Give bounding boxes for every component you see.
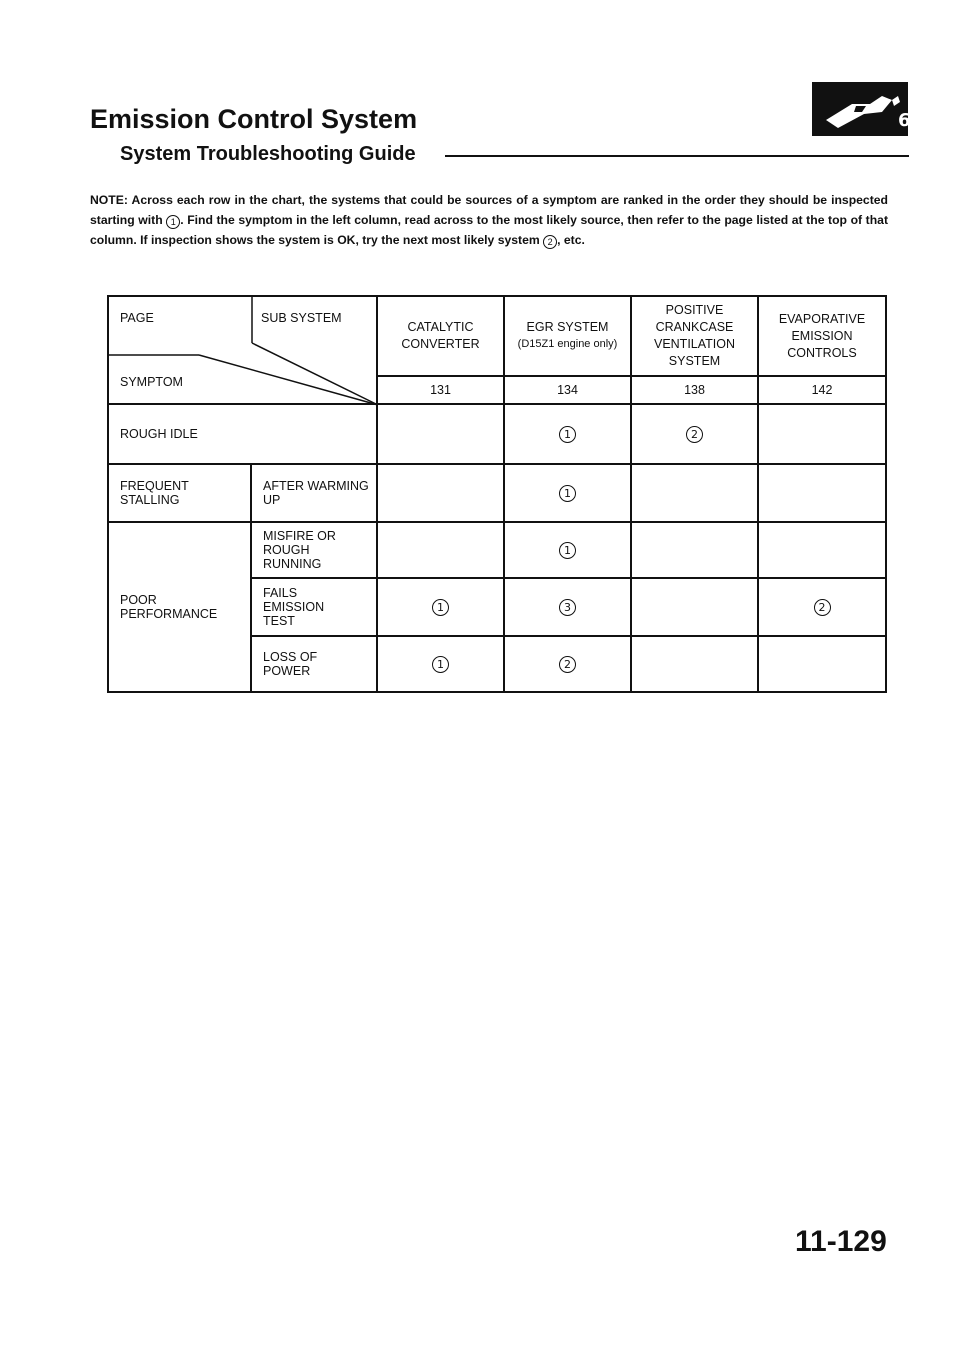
rank-mark: 1 [559, 542, 576, 559]
rank-cell [758, 522, 886, 578]
rank-cell [504, 464, 631, 522]
table-row [108, 404, 886, 464]
rank-mark: 1 [559, 426, 576, 443]
note-text-2: . Find the symptom in the left column, read across to the most likely source, then refer to the page listed at the top of that column. If inspection shows the system is OK, try the next most likely system [90, 213, 888, 247]
note-paragraph [90, 190, 888, 250]
rank-mark: 2 [686, 426, 703, 443]
page-ref-pcv-system: 138 [631, 376, 758, 404]
sub-symptom-cell: AFTER WARMING UP [251, 464, 377, 522]
symptom-cell: POOR PERFORMANCE [108, 522, 251, 692]
rank-cell [631, 404, 758, 464]
rank-mark-1: 1 [166, 215, 180, 229]
page-number: 11-129 [795, 1225, 887, 1258]
troubleshooting-table [107, 295, 887, 693]
note-text-1: NOTE: Across each row in the chart, the systems that could be sources of a symptom are ranked in the order they should be inspected starting with [90, 193, 888, 227]
column-header-egr-system: EGR SYSTEM (D15Z1 engine only) [504, 296, 631, 376]
symptom-label: SYMPTOM [120, 375, 183, 389]
rank-cell [631, 578, 758, 636]
rank-mark: 2 [559, 656, 576, 673]
rank-cell [504, 578, 631, 636]
rank-cell [631, 464, 758, 522]
sub-symptom-cell: LOSS OF POWER [251, 636, 377, 692]
table-row [108, 522, 886, 578]
rank-cell [631, 636, 758, 692]
rank-cell [377, 636, 504, 692]
rank-cell [631, 522, 758, 578]
rank-cell [377, 464, 504, 522]
page-ref-evaporative-emission: 142 [758, 376, 886, 404]
rank-mark-2: 2 [543, 235, 557, 249]
rank-cell [504, 522, 631, 578]
symptom-cell: FREQUENT STALLING [108, 464, 251, 522]
sub-symptom-cell: FAILS EMISSION TEST [251, 578, 377, 636]
rank-mark: 1 [432, 599, 449, 616]
rank-cell [758, 636, 886, 692]
rank-cell [758, 578, 886, 636]
table-row [108, 464, 886, 522]
page-title: Emission Control System [90, 104, 418, 134]
sub-system-label: SUB SYSTEM [261, 311, 342, 325]
subtitle-rule [445, 155, 909, 157]
rank-cell [504, 636, 631, 692]
page-subtitle: System Troubleshooting Guide [120, 143, 416, 165]
column-header-pcv-system: POSITIVE CRANKCASE VENTILATION SYSTEM [631, 296, 758, 376]
rank-cell [758, 404, 886, 464]
header-corner-cell [108, 296, 377, 404]
column-header-catalytic-converter: CATALYTIC CONVERTER [377, 296, 504, 376]
note-text-3: , etc. [557, 233, 585, 247]
rank-mark: 1 [432, 656, 449, 673]
rank-mark: 1 [559, 485, 576, 502]
rank-cell [758, 464, 886, 522]
sub-symptom-cell: MISFIRE OR ROUGH RUNNING [251, 522, 377, 578]
page-ref-catalytic-converter: 131 [377, 376, 504, 404]
rank-mark: 3 [559, 599, 576, 616]
page-ref-egr-system: 134 [504, 376, 631, 404]
svg-text:6: 6 [898, 110, 911, 131]
rank-cell [504, 404, 631, 464]
rank-cell [377, 404, 504, 464]
column-header-evaporative-emission: EVAPORATIVE EMISSION CONTROLS [758, 296, 886, 376]
page-label: PAGE [120, 311, 154, 325]
hose-connector-icon [812, 82, 911, 136]
rank-cell [377, 522, 504, 578]
rank-cell [377, 578, 504, 636]
rank-mark: 2 [814, 599, 831, 616]
symptom-cell: ROUGH IDLE [108, 404, 377, 464]
